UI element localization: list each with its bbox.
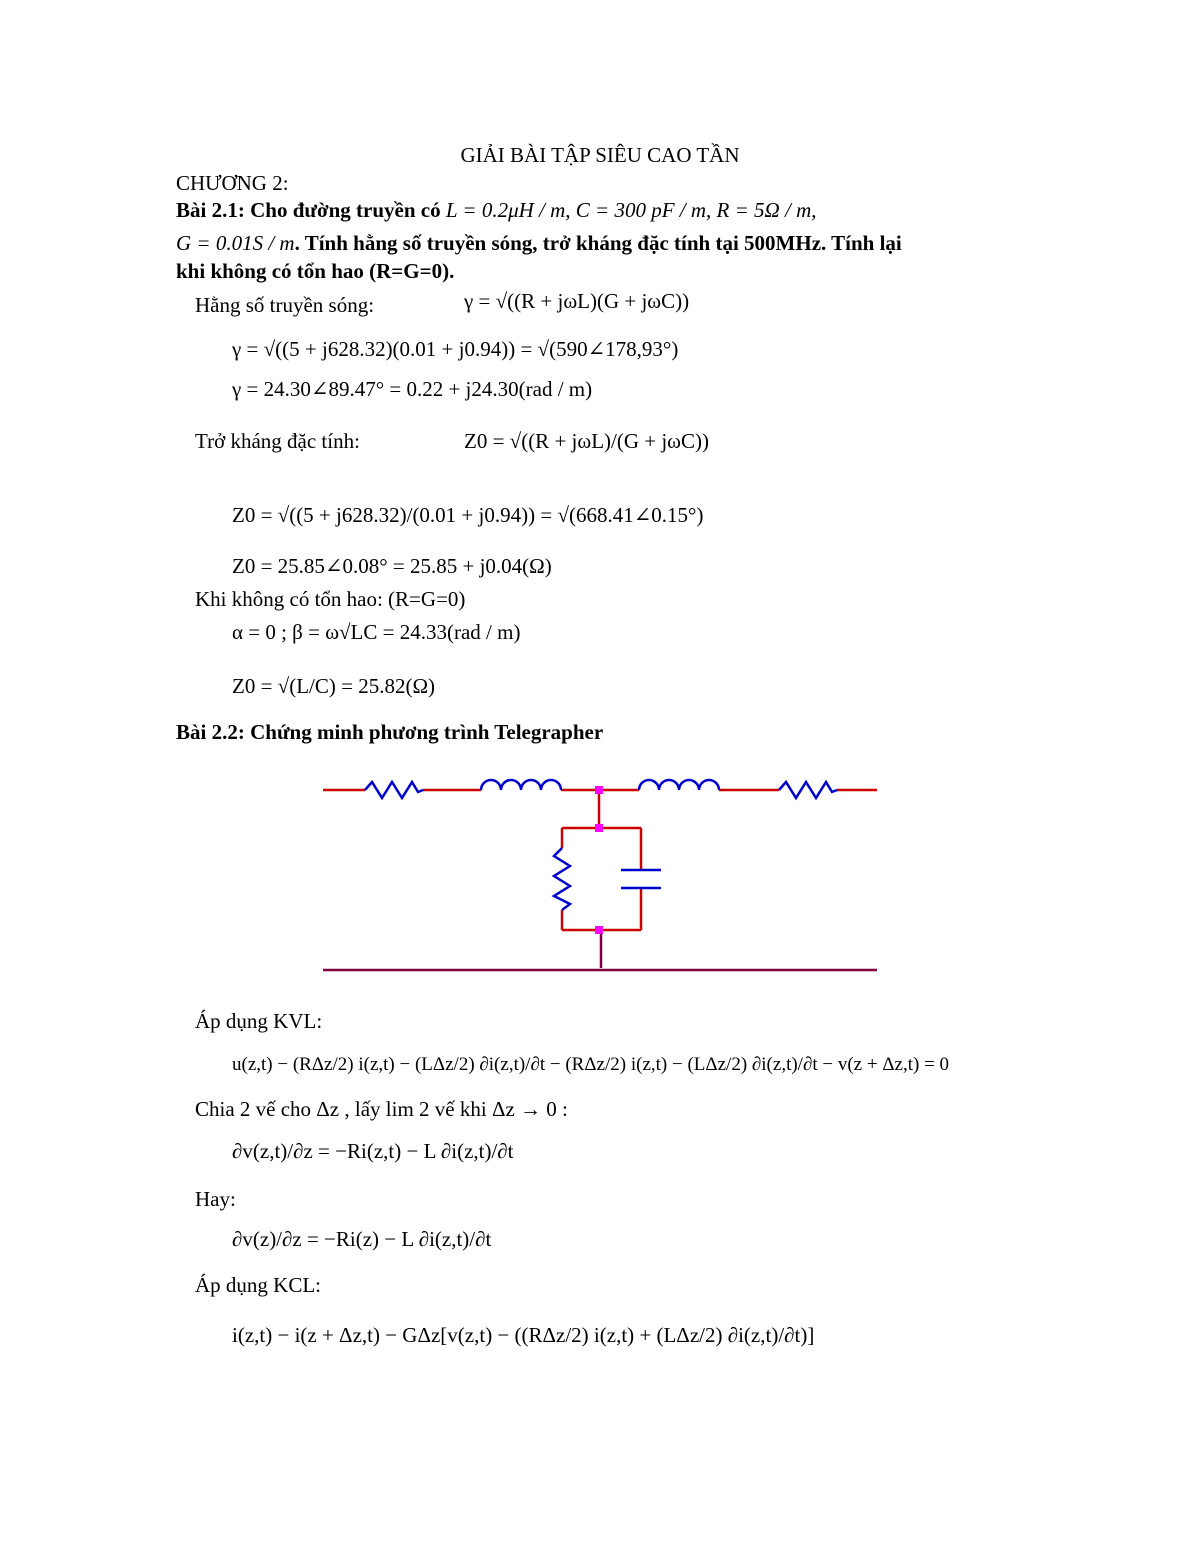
param-C: C = 300 pF / m: [575, 198, 707, 222]
gamma-formula: γ = √((R + jωL)(G + jωC)): [464, 289, 690, 313]
ex22-label: Bài 2.2:: [176, 720, 245, 744]
gamma-numeric-2: γ = 24.30∠89.47° = 0.22 + j24.30(rad / m): [232, 377, 593, 401]
z0-label: Trở kháng đặc tính:: [195, 429, 360, 453]
kvl-label: Áp dụng KVL:: [195, 1009, 323, 1033]
divide-text: Chia 2 vế cho Δz , lấy lim 2 vế khi Δz → 0 :: [195, 1097, 568, 1121]
page-title: GIẢI BÀI TẬP SIÊU CAO TẦN: [460, 143, 740, 167]
ex21-statement: Bài 2.1: Cho đường truyền có L = 0.2μH / m, C = 300 pF / m, R = 5Ω / m,: [176, 198, 817, 222]
node-lower: [595, 926, 603, 934]
telegrapher-eq-a: ∂v(z,t)/∂z = −Ri(z,t) − L ∂i(z,t)/∂t: [232, 1139, 514, 1163]
lossless-alpha-beta: α = 0 ; β = ω√LC = 24.33(rad / m): [232, 620, 521, 644]
inductor-right: [639, 780, 719, 790]
ex21-label: Bài 2.1:: [176, 198, 245, 222]
param-R: R = 5Ω / m: [716, 198, 812, 222]
gamma-numeric-1: γ = √((5 + j628.32)(0.01 + j0.94)) = √(590∠178,93°): [232, 337, 679, 361]
inductor-left: [481, 780, 561, 790]
ex21-task: . Tính hằng số truyền sóng, trở kháng đặc tính tại 500MHz. Tính lại: [294, 231, 902, 255]
z0-formula: Z0 = √((R + jωL)/(G + jωC)): [464, 429, 709, 453]
node-upper: [595, 824, 603, 832]
hay-label: Hay:: [195, 1187, 236, 1211]
ex22-title: Chứng minh phương trình Telegrapher: [250, 720, 604, 744]
chapter-heading: CHƯƠNG 2:: [176, 171, 289, 195]
ex21-statement-2: [176, 230, 902, 256]
telegrapher-eq-b: ∂v(z)/∂z = −Ri(z) − L ∂i(z,t)/∂t: [232, 1227, 492, 1251]
param-L: L = 0.2μH / m: [445, 198, 566, 222]
resistor-right: [779, 782, 837, 798]
kcl-equation: i(z,t) − i(z + Δz,t) − GΔz[v(z,t) − ((RΔz/2) i(z,t) + (LΔz/2) ∂i(z,t)/∂t)]: [232, 1323, 815, 1347]
ex21-task-2: khi không có tổn hao (R=G=0).: [176, 259, 455, 283]
z0-numeric-1: Z0 = √((5 + j628.32)/(0.01 + j0.94)) = √(668.41∠0.15°): [232, 503, 704, 527]
resistor-left: [365, 782, 423, 798]
ex21-intro: Cho đường truyền có: [250, 198, 441, 222]
z0-numeric-2: Z0 = 25.85∠0.08° = 25.85 + j0.04(Ω): [232, 554, 552, 578]
kcl-label: Áp dụng KCL:: [195, 1273, 321, 1297]
lossless-label: Khi không có tổn hao: (R=G=0): [195, 587, 466, 611]
lossless-z0: Z0 = √(L/C) = 25.82(Ω): [232, 674, 436, 698]
kvl-equation: u(z,t) − (RΔz/2) i(z,t) − (LΔz/2) ∂i(z,t)/∂t − (RΔz/2) i(z,t) − (LΔz/2) ∂i(z,t)/∂t − v(z + Δz,t) = 0: [232, 1054, 950, 1075]
node-top: [595, 786, 603, 794]
telegrapher-circuit-diagram: [315, 770, 885, 975]
ex22-heading: [176, 719, 603, 745]
shunt-resistor: [554, 848, 570, 910]
gamma-label: Hằng số truyền sóng:: [195, 293, 375, 317]
param-G: G = 0.01S / m: [176, 231, 295, 255]
